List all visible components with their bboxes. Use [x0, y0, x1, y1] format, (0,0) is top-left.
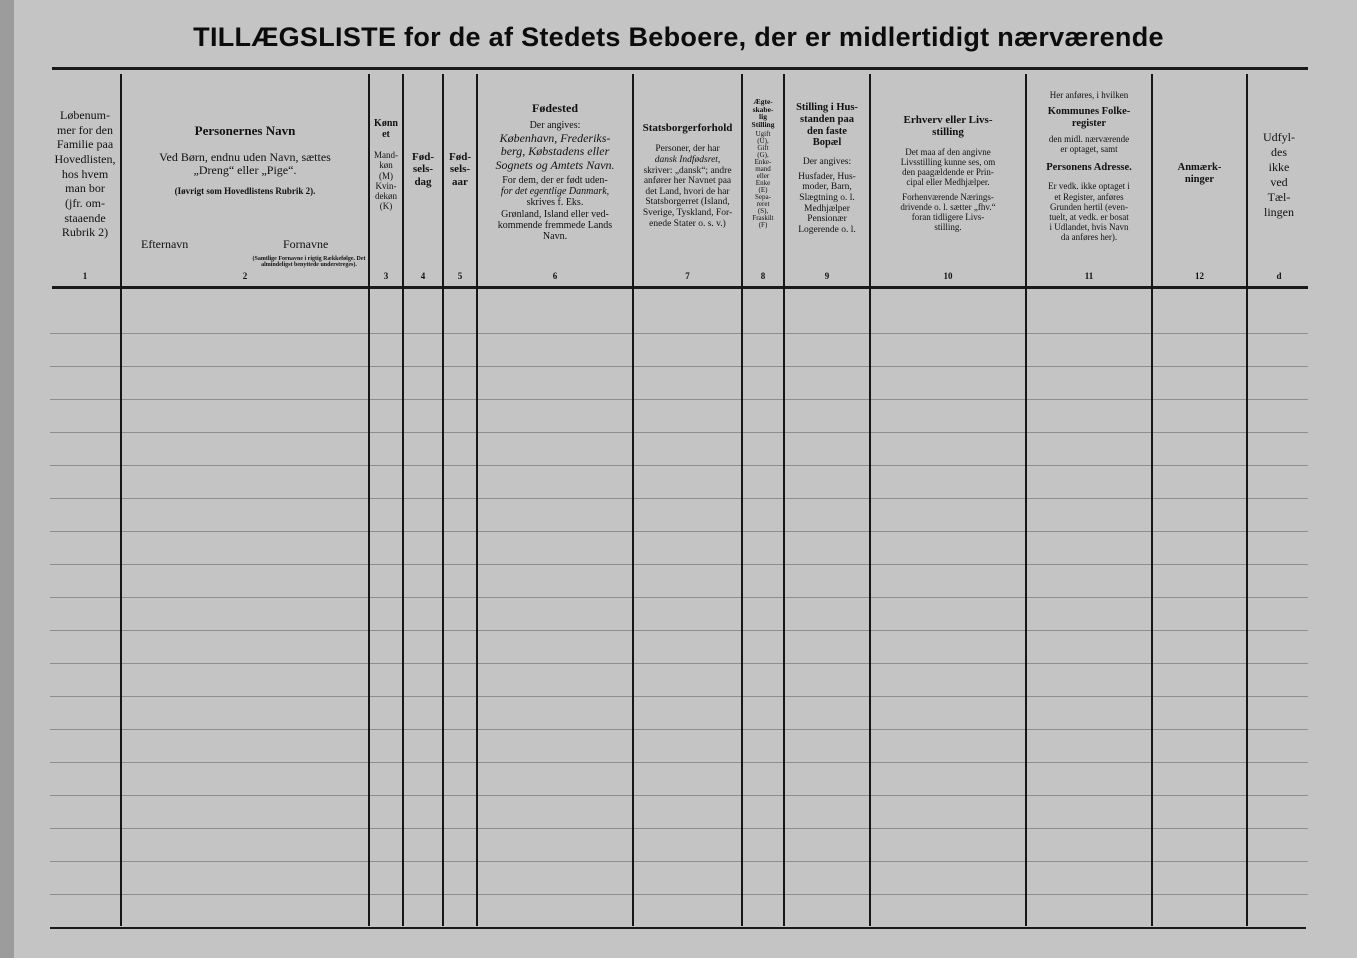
col8-line: reret: [756, 200, 770, 208]
col11-line: Er vedk. ikke optaget i: [1048, 181, 1130, 192]
entry-row-line: [50, 366, 1308, 367]
col1-line: man bor: [65, 181, 105, 196]
col6-text: skrives f. Eks.: [526, 197, 584, 209]
col3-line: Kvin-: [375, 180, 397, 191]
column-number: 8: [760, 271, 766, 281]
col6-text: For dem, der er født uden-: [502, 174, 608, 186]
column-number: 5: [457, 271, 463, 281]
col10-line: Livsstilling kunne ses, om: [900, 156, 996, 167]
col8-line: Fraskilt: [752, 214, 774, 222]
col6-text: berg, Købstadens eller: [500, 144, 610, 159]
entry-row-line: [50, 432, 1308, 433]
entry-row-line: [50, 795, 1308, 796]
col10-line: stilling.: [934, 222, 962, 233]
col6-heading: Fødested: [532, 101, 578, 115]
col11-mid: den midl. nærværende er optaget, samt: [1048, 133, 1130, 154]
col2-note: [250, 251, 368, 273]
col8-heading: Ægte- skabe- lig Stilling: [751, 97, 775, 129]
col8-line: Enke-: [754, 158, 772, 166]
col-d-line: lingen: [1264, 205, 1294, 219]
col4-header: [404, 76, 442, 272]
col1-line: Løbenum-: [60, 108, 110, 123]
page-title: TILLÆGSLISTE for de af Stedets Beboere, der er midlertidigt nærværende: [193, 22, 1164, 52]
col11-line: tuelt, at vedk. er bosat: [1049, 211, 1129, 222]
col6-text: Der angives:: [529, 120, 581, 132]
col2-heading: Personernes Navn: [194, 123, 296, 138]
column-number: 2: [242, 271, 248, 281]
entry-row-line: [50, 861, 1308, 862]
entry-row-line: [50, 333, 1308, 334]
col7-line: Statsborgerret (Island,: [645, 197, 730, 208]
col1-line: Hovedlisten,: [54, 152, 116, 167]
column-number: 3: [383, 271, 389, 281]
col6-text: kommende fremmede Lands: [497, 219, 613, 231]
header-bottom-rule: [52, 286, 1308, 289]
col8-line: (E): [758, 186, 768, 194]
entry-row-line: [50, 465, 1308, 466]
col11-heading: Kommunes Folke- register: [1047, 106, 1131, 129]
col7-line: det Land, hvori de har: [645, 186, 730, 197]
col7-heading: Statsborgerforhold: [642, 122, 733, 134]
entry-row-line: [50, 696, 1308, 697]
col10-line: drivende o. l. sætter „fhv.“: [900, 202, 996, 213]
col2-sub-right: Fornavne: [283, 237, 329, 251]
entry-row-line: [50, 630, 1308, 631]
col3-header: [370, 76, 402, 272]
col1-line: hos hvem: [61, 166, 109, 181]
col2-text: (Iøvrigt som Hovedlistens Rubrik 2).: [174, 186, 316, 197]
column-number: d: [1276, 271, 1282, 281]
column-number: 1: [82, 271, 88, 281]
col3-line: Mand-: [374, 150, 398, 161]
col1-line: mer for den: [57, 122, 113, 137]
col11-header: [1027, 76, 1151, 272]
col7-line: dansk Indfødsret,: [654, 154, 721, 165]
column-number: 9: [824, 271, 830, 281]
col8-line: mand: [755, 165, 771, 173]
column-number: 4: [420, 271, 426, 281]
col3-line: (M): [379, 170, 393, 181]
col8-line: Ugift: [755, 130, 771, 138]
col1-line: (jfr. om-: [65, 195, 105, 210]
col-d-line: ved: [1270, 175, 1288, 189]
col11-line: i Udlandet, hvis Navn: [1049, 221, 1129, 232]
col-d-header: [1248, 76, 1310, 272]
col2-text: Ved Børn, endnu uden Navn, sættes: [159, 149, 331, 164]
col1-line: staaende: [64, 210, 106, 225]
col6-text: København, Frederiks-: [499, 130, 611, 145]
col10-line: den paagældende er Prin-: [902, 166, 994, 177]
col7-line: anfører her Navnet paa: [643, 176, 732, 187]
bottom-rule: [50, 927, 1306, 929]
col9-line: Husfader, Hus-: [798, 171, 856, 182]
col9-line: Der angives:: [802, 157, 852, 167]
col6-text: Grønland, Island eller ved-: [501, 208, 609, 220]
col6-header: [478, 76, 632, 272]
scan-edge: [0, 0, 14, 958]
entry-row-line: [50, 564, 1308, 565]
col7-header: [634, 76, 741, 272]
col-d-line: des: [1271, 145, 1287, 159]
col1-line: Rubrik 2): [61, 225, 109, 240]
col10-line: Det maa af den angivne: [905, 146, 991, 157]
col2-sub-left: Efternavn: [141, 237, 189, 251]
col9-line: moder, Barn,: [802, 182, 852, 193]
col8-line: (U),: [757, 137, 769, 145]
col12-heading: Anmærk- ninger: [1177, 162, 1222, 185]
col8-line: Enke: [755, 179, 771, 187]
col11-heading2: Personens Adresse.: [1046, 161, 1132, 173]
entry-row-line: [50, 399, 1308, 400]
col3-line: dekøn: [375, 190, 397, 201]
top-rule: [52, 67, 1308, 70]
entry-row-line: [50, 894, 1308, 895]
column-number: 6: [552, 271, 558, 281]
col9-header: [785, 76, 869, 272]
col8-line: (G),: [757, 151, 769, 159]
col2-note-text: (Samtlige Fornavne i rigtig Rækkefølge. Det almindeligst benyttede understreges).: [252, 256, 366, 268]
col10-line: foran tidligere Livs-: [911, 212, 985, 223]
col6-text: for det egentlige Danmark,: [500, 186, 610, 198]
col1-header: [50, 76, 120, 272]
col10-line: cipal eller Medhjælper.: [906, 176, 990, 187]
entry-row-line: [50, 663, 1308, 664]
col9-line: Pensionær: [807, 214, 847, 225]
col7-line: Sverige, Tyskland, For-: [642, 208, 733, 219]
col11-line: et Register, anføres: [1054, 191, 1124, 202]
col11-line: Grunden hertil (even-: [1050, 201, 1128, 212]
col3-line: (K): [379, 200, 393, 211]
col12-header: [1153, 76, 1246, 272]
entry-row-line: [50, 729, 1308, 730]
column-number: 7: [685, 271, 690, 281]
col9-line: Slægtning o. l.: [799, 192, 855, 203]
entry-row-line: [50, 531, 1308, 532]
column-number: 11: [1084, 271, 1094, 281]
col10-line: Forhenværende Nærings-: [902, 191, 994, 202]
col6-text: Navn.: [542, 230, 568, 242]
col3-heading: Kønnet: [374, 118, 398, 141]
col6-text: Sognets og Amtets Navn.: [495, 157, 615, 172]
col4-heading: Fød- sels- dag: [412, 151, 434, 188]
col9-heading: Stilling i Hus- standen paa den faste Bopæl: [796, 102, 858, 149]
col8-line: Sepa-: [755, 193, 771, 201]
column-number: 10: [943, 271, 953, 281]
column-number: 12: [1195, 271, 1204, 281]
col10-header: [871, 76, 1025, 272]
col2-text: „Dreng“ eller „Pige“.: [193, 162, 297, 177]
col7-line: Personer, der har: [655, 144, 720, 155]
col7-line: enede Stater o. s. v.): [649, 218, 726, 229]
col1-line: Familie paa: [56, 137, 114, 152]
entry-row-line: [50, 498, 1308, 499]
col5-heading: Fød- sels- aar: [449, 151, 471, 188]
entry-row-line: [50, 762, 1308, 763]
col-d-line: ikke: [1268, 160, 1290, 174]
col8-line: eller: [756, 172, 770, 180]
col8-line: (S),: [757, 207, 769, 215]
entry-row-line: [50, 597, 1308, 598]
col-d-line: Tæl-: [1267, 190, 1291, 204]
col7-line: skriver: „dansk“; andre: [643, 165, 732, 176]
col-d-line: Udfyl-: [1263, 130, 1295, 144]
col11-pre: Her anføres, i hvilken: [1049, 90, 1129, 100]
col3-line: køn: [379, 160, 393, 171]
col9-line: Medhjælper: [804, 203, 850, 214]
entry-row-line: [50, 828, 1308, 829]
col8-header: [743, 76, 783, 272]
col5-header: [444, 76, 476, 272]
col8-line: Gift: [757, 144, 769, 152]
col8-line: (F): [758, 221, 768, 229]
col10-heading: Erhverv eller Livs- stilling: [903, 114, 993, 139]
col9-line: Logerende o. l.: [798, 224, 856, 235]
col11-line: da anføres her).: [1060, 231, 1118, 242]
